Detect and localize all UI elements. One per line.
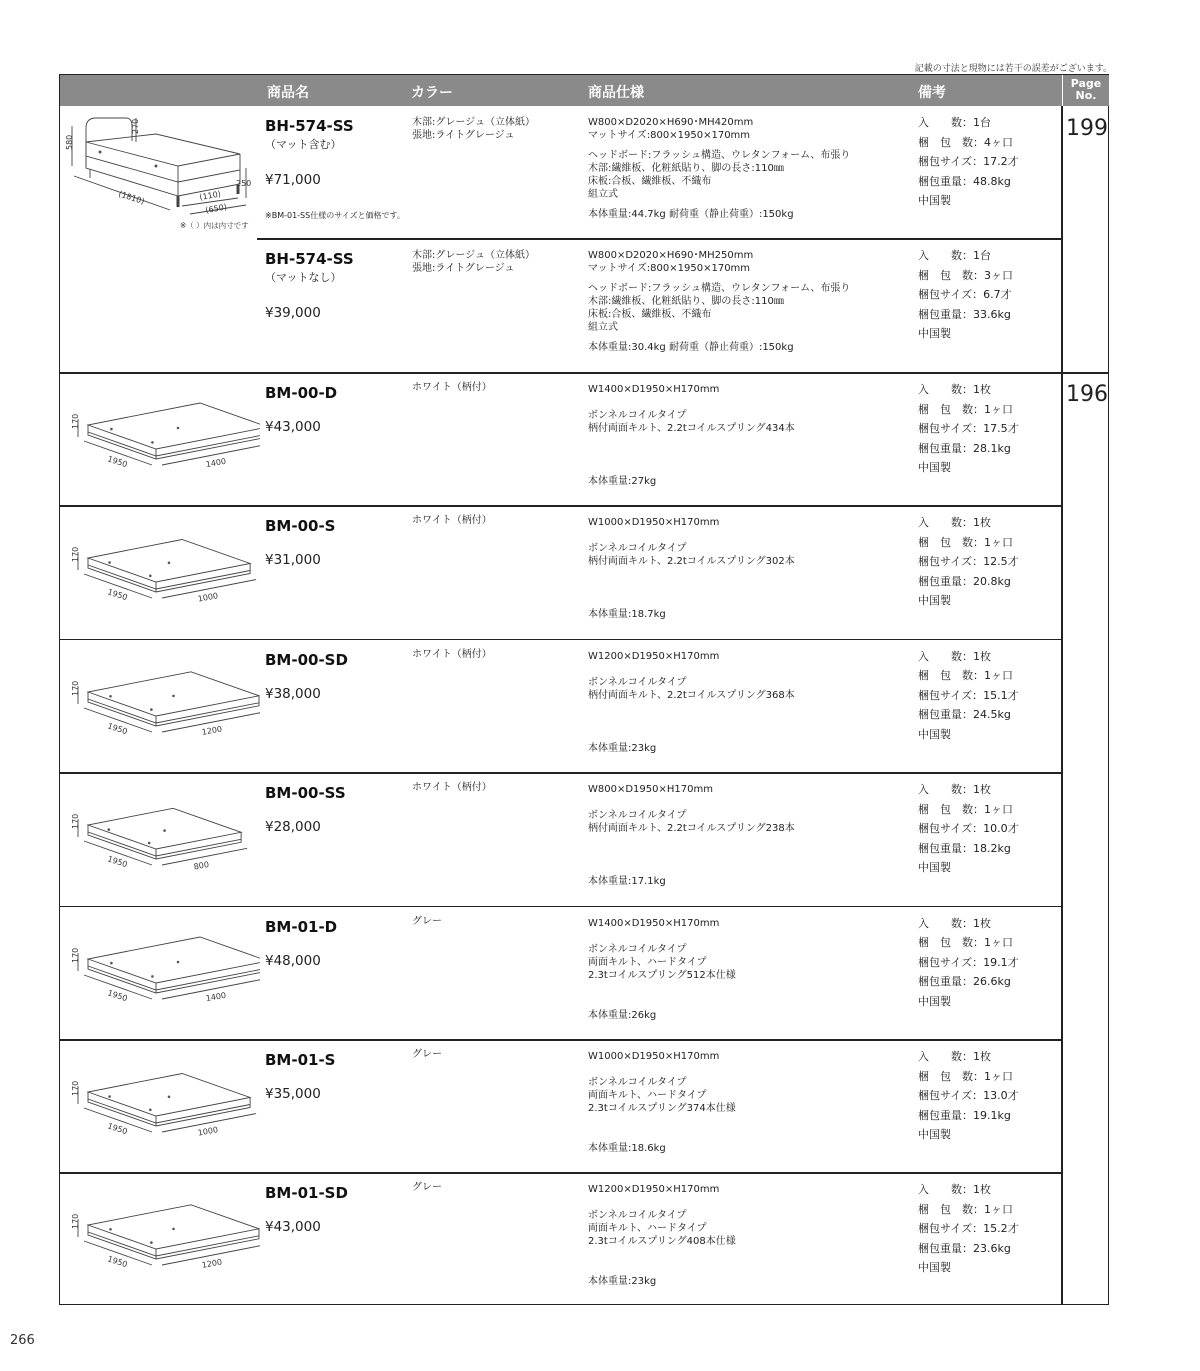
note-line: 中国製: [918, 727, 951, 741]
header-color: カラー: [411, 85, 453, 101]
note-line: 梱 包 数：1ヶ口: [918, 1069, 1013, 1083]
dim-height: 170: [71, 547, 80, 563]
spec-weight: 本体重量:23kg: [588, 742, 657, 754]
dim-depth: 1950: [106, 854, 129, 870]
spec-line: W1400×D1950×H170mm: [588, 917, 720, 929]
note-line: 梱包サイズ：19.1才: [918, 955, 1019, 969]
page-number: 196: [1066, 382, 1108, 407]
quilt-dot: [172, 694, 175, 697]
spec-line: 柄付両面キルト、2.2tコイルスプリング238本: [588, 823, 795, 835]
note-line: 梱 包 数：1ヶ口: [918, 535, 1013, 549]
product-name: BM-00-SD: [265, 650, 348, 669]
spec-line: W1200×D1950×H170mm: [588, 1184, 720, 1196]
page-number: 199: [1066, 116, 1108, 141]
product-name: BM-00-SS: [265, 784, 346, 803]
note-line: 入 数：1台: [918, 249, 991, 262]
product-price: ¥31,000: [265, 552, 321, 569]
spec-dimensions: [588, 1183, 719, 1196]
product-name: BM-01-D: [265, 917, 338, 936]
header-name: 商品名: [267, 85, 309, 101]
spec-line: ボンネルコイルタイプ: [588, 1077, 687, 1088]
product-notes: [918, 914, 1019, 1012]
spec-dimensions: [588, 783, 713, 796]
spec-dimensions: [588, 650, 719, 663]
product-name: BM-00-S: [265, 517, 336, 536]
spec-line: ヘッドボード:フラッシュ構造、ウレタンフォーム、布張り: [588, 150, 851, 161]
spec-line: 木部:繊維板、化粧紙貼り、脚の長さ:110㎜: [588, 296, 784, 307]
spec-dimensions: [588, 249, 753, 275]
dim-height: 170: [71, 1214, 80, 1230]
product-notes: [918, 113, 1019, 211]
spec-details: [588, 149, 850, 201]
quilt-dot: [109, 695, 112, 698]
mattress-figure: [60, 773, 260, 903]
header-spec: 商品仕様: [588, 85, 644, 101]
product-color: [412, 249, 535, 275]
note-line: 梱 包 数：1ヶ口: [918, 936, 1013, 950]
product-notes: [918, 1047, 1019, 1145]
spec-dimensions: [588, 116, 753, 142]
spec-details: [588, 542, 795, 568]
note-line: 梱包重量：33.6kg: [918, 307, 1011, 321]
quilt-dot: [163, 829, 166, 832]
product-price: ¥38,000: [265, 685, 321, 702]
note-line: 入 数：1枚: [918, 383, 991, 396]
quilt-dot: [109, 1228, 112, 1231]
spec-line: 木部:繊維板、化粧紙貼り、脚の長さ:110㎜: [588, 163, 784, 174]
product-color: [412, 1048, 442, 1061]
note-line: 梱包重量：19.1kg: [918, 1108, 1011, 1122]
dim-depth: 1950: [106, 1254, 129, 1270]
note-line: 梱包重量：23.6kg: [918, 1241, 1011, 1255]
product-color: [412, 514, 492, 527]
spec-line: 2.3tコイルスプリング408本仕様: [588, 1236, 736, 1248]
note-line: 梱包サイズ：15.2才: [918, 1222, 1019, 1236]
dim-depth: 1950: [106, 454, 129, 470]
table-row: [60, 640, 1062, 772]
product-name: BH-574-SS: [265, 117, 354, 135]
dim-depth: 1950: [106, 721, 129, 736]
quilt-dot: [177, 427, 180, 430]
dim-inner-width: (110): [198, 189, 222, 202]
table-row: [60, 239, 1062, 372]
dim-depth: 1950: [106, 587, 129, 603]
color-line: ホワイト（柄付）: [412, 648, 492, 660]
table-row: [60, 373, 1108, 505]
dim-length: (1810): [117, 189, 146, 207]
dim-height: 170: [71, 680, 80, 696]
table-header: [60, 75, 1062, 106]
spec-line: W1000×D1950×H170mm: [588, 1051, 720, 1062]
spec-line: 両面キルト、ハードタイプ: [588, 1090, 707, 1101]
color-line: 張地:ライトグレージュ: [412, 263, 515, 274]
product-notes: [918, 246, 1013, 344]
table-row: [60, 1173, 1062, 1305]
spec-line: マットサイズ:800×1950×170mm: [588, 130, 751, 141]
product-notes: [918, 513, 1019, 611]
note-line: 梱包重量：28.1kg: [918, 441, 1011, 455]
note-line: 入 数：1枚: [918, 1050, 991, 1063]
spec-line: 組立式: [588, 189, 618, 200]
dim-height: 170: [71, 813, 80, 830]
spec-details: [588, 943, 736, 982]
note-line: 入 数：1台: [918, 116, 991, 129]
color-line: 張地:ライトグレージュ: [412, 130, 515, 141]
product-subtitle: （マット含む）: [265, 138, 342, 151]
note-line: 梱包重量：26.6kg: [918, 975, 1011, 989]
spec-line: 床板:合板、繊維板、不織布: [588, 309, 712, 320]
dim-depth: 1950: [106, 987, 129, 1003]
spec-weight: 本体重量:30.4kg 耐荷重（静止荷重）:150kg: [588, 342, 794, 353]
note-line: 中国製: [918, 861, 951, 875]
spec-weight: 本体重量:18.6kg: [588, 1143, 666, 1154]
product-notes: [918, 380, 1019, 478]
figure-note: ※（ ）内は内寸です: [180, 221, 249, 230]
note-line: 中国製: [918, 461, 951, 474]
spec-line: ボンネルコイルタイプ: [588, 810, 687, 822]
product-color: [412, 116, 535, 142]
quilt-dot: [150, 708, 153, 711]
note-line: 梱 包 数：1ヶ口: [918, 402, 1013, 416]
product-notes: [918, 647, 1019, 745]
quilt-dot: [151, 975, 154, 978]
note-line: 梱包重量：48.8kg: [918, 174, 1011, 188]
note-line: 中国製: [918, 327, 951, 340]
spec-line: ボンネルコイルタイプ: [588, 1210, 687, 1222]
spec-line: ボンネルコイルタイプ: [588, 676, 687, 688]
spec-line: 柄付両面キルト、2.2tコイルスプリング434本: [588, 423, 795, 434]
mattress-top: [88, 672, 259, 716]
note-line: 入 数：1枚: [918, 1183, 991, 1197]
note-line: 中国製: [918, 194, 951, 207]
spec-details: [588, 409, 795, 435]
note-line: 中国製: [918, 994, 951, 1008]
dim-width: 1000: [197, 591, 219, 605]
product-subtitle: （マットなし）: [265, 271, 342, 284]
note-line: 梱包サイズ：12.5才: [918, 555, 1019, 569]
quilt-dot: [168, 1096, 171, 1099]
quilt-dot: [177, 960, 180, 963]
table-row: [60, 1040, 1062, 1172]
note-line: 入 数：1枚: [918, 516, 991, 530]
quilt-dot: [149, 1109, 152, 1112]
product-notes: [918, 780, 1019, 878]
color-line: グレー: [412, 1049, 442, 1060]
product-price: ¥43,000: [265, 1219, 321, 1236]
note-line: 梱包重量：18.2kg: [918, 841, 1011, 855]
note-line: 中国製: [918, 1128, 951, 1141]
spec-line: ボンネルコイルタイプ: [588, 543, 687, 555]
product-color: [412, 915, 442, 928]
note-line: 梱包サイズ：15.1才: [918, 688, 1019, 702]
product-notes: [918, 1180, 1019, 1278]
dim-height: 170: [71, 947, 80, 963]
spec-details: [588, 809, 795, 835]
note-line: 中国製: [918, 594, 951, 608]
product-price: ¥43,000: [265, 419, 321, 435]
spec-line: 両面キルト、ハードタイプ: [588, 1223, 707, 1235]
color-line: グレー: [412, 915, 442, 927]
spec-line: 2.3tコイルスプリング374本仕様: [588, 1103, 736, 1114]
header-page-label: Page: [1070, 77, 1102, 90]
note-line: 入 数：1枚: [918, 916, 991, 930]
quilt-dot: [108, 1095, 111, 1098]
note-line: 梱 包 数：1ヶ口: [918, 669, 1013, 683]
note-line: 梱 包 数：3ヶ口: [918, 268, 1013, 282]
spec-dimensions: [588, 383, 719, 396]
dim-width: (650): [204, 202, 228, 215]
mattress-side: [88, 959, 260, 993]
spec-details: [588, 1209, 736, 1248]
dim-depth: 1950: [106, 1121, 129, 1137]
mattress-figure: [60, 373, 260, 503]
spec-details: [588, 282, 850, 334]
quilt-dot: [110, 428, 113, 431]
quilt-dot: [108, 562, 111, 565]
header-page-no: [1063, 75, 1109, 106]
spec-line: W800×D2020×H690･MH250mm: [588, 250, 754, 261]
spec-line: マットサイズ:800×1950×170mm: [588, 263, 751, 274]
spec-line: W800×D1950×H170mm: [588, 784, 713, 796]
spec-line: W1200×D1950×H170mm: [588, 650, 720, 662]
spec-line: 組立式: [588, 322, 618, 333]
note-line: 梱 包 数：4ヶ口: [918, 135, 1013, 149]
note-line: 梱包サイズ：6.7才: [918, 288, 1012, 301]
spec-line: 2.3tコイルスプリング512本仕様: [588, 969, 736, 981]
dim-width: 1000: [197, 1125, 219, 1138]
dim-width: 1400: [205, 456, 227, 470]
note-line: 梱 包 数：1ヶ口: [918, 1202, 1013, 1216]
product-price: ¥28,000: [265, 819, 321, 836]
product-name: BM-01-SD: [265, 1184, 348, 1203]
quilt-dot: [168, 562, 171, 565]
product-name: BH-574-SS: [265, 250, 354, 268]
dim-width: 1400: [205, 990, 227, 1003]
product-price: ¥39,000: [265, 305, 321, 321]
dim-width: 1200: [201, 724, 223, 737]
spec-line: 床板:合板、繊維板、不織布: [588, 176, 712, 187]
mattress-figure: [60, 640, 260, 770]
spec-dimensions: [588, 516, 719, 529]
spec-weight: 本体重量:27kg: [588, 476, 657, 487]
product-price: ¥71,000: [265, 172, 321, 188]
quilt-dot: [172, 1228, 175, 1231]
spec-weight: 本体重量:23kg: [588, 1276, 657, 1288]
mattress-side: [88, 425, 260, 459]
dim-leg-height: 250: [236, 179, 252, 188]
color-line: グレー: [412, 1182, 442, 1194]
spec-details: [588, 676, 795, 702]
spec-line: W1000×D1950×H170mm: [588, 517, 720, 529]
mattress-top: [88, 937, 260, 983]
spec-dimensions: [588, 917, 719, 930]
spec-weight: 本体重量:18.7kg: [588, 609, 666, 621]
spec-line: W800×D2020×H690･MH420mm: [588, 117, 754, 128]
spec-line: 柄付両面キルト、2.2tコイルスプリング368本: [588, 689, 795, 701]
spec-line: 両面キルト、ハードタイプ: [588, 956, 707, 968]
mattress-figure: [60, 1040, 260, 1170]
disclaimer-note: 記載の寸法と現物には若干の誤差がございます。: [914, 64, 1112, 74]
quilt-dot: [149, 575, 152, 578]
spec-line: ボンネルコイルタイプ: [588, 943, 687, 955]
color-line: ホワイト（柄付）: [412, 515, 492, 527]
product-color: [412, 381, 492, 394]
table-row: [60, 773, 1062, 905]
product-color: [412, 648, 492, 661]
mattress-top: [88, 403, 260, 449]
color-line: 木部:グレージュ（立体紙）: [412, 117, 535, 128]
table-row: [60, 106, 1108, 239]
mattress-top: [88, 1205, 259, 1249]
dim-height: 580: [65, 134, 74, 150]
note-line: 梱包サイズ：10.0才: [918, 822, 1019, 836]
dim-height: 170: [71, 1080, 80, 1096]
quilt-dot: [148, 842, 151, 845]
product-name: BM-01-S: [265, 1051, 336, 1069]
note-line: 入 数：1枚: [918, 783, 991, 797]
size-note: ※BM-01-SS仕様のサイズと価格です。: [265, 211, 405, 220]
note-line: 梱包サイズ：13.0才: [918, 1089, 1019, 1102]
footer-page-number: 266: [10, 1333, 35, 1348]
quilt-dot: [108, 828, 111, 831]
note-line: 梱包重量：20.8kg: [918, 574, 1011, 588]
spec-weight: 本体重量:44.7kg 耐荷重（静止荷重）:150kg: [588, 209, 794, 220]
product-name: BM-00-D: [265, 384, 338, 402]
note-line: 梱包サイズ：17.2才: [918, 155, 1019, 168]
quilt-dot: [150, 1242, 153, 1245]
dim-height: 170: [71, 413, 80, 429]
table-row: [60, 506, 1062, 638]
header-no-label: No.: [1075, 89, 1097, 102]
quilt-dot: [151, 441, 154, 444]
mattress-figure: [60, 506, 260, 636]
note-line: 梱 包 数：1ヶ口: [918, 802, 1013, 816]
note-line: 梱包サイズ：17.5才: [918, 422, 1019, 435]
dim-width: 800: [193, 860, 210, 872]
spec-line: W1400×D1950×H170mm: [588, 384, 720, 395]
header-notes: 備考: [918, 85, 946, 101]
product-color: [412, 1181, 442, 1194]
spec-line: ボンネルコイルタイプ: [588, 410, 687, 421]
note-line: 中国製: [918, 1261, 951, 1275]
product-price: ¥48,000: [265, 952, 321, 969]
color-line: ホワイト（柄付）: [412, 782, 492, 794]
spec-weight: 本体重量:26kg: [588, 1009, 657, 1021]
product-color: [412, 781, 492, 794]
dim-width: 1200: [201, 1257, 223, 1271]
spec-line: ヘッドボード:フラッシュ構造、ウレタンフォーム、布張り: [588, 283, 851, 294]
note-line: 梱包重量：24.5kg: [918, 708, 1011, 722]
spec-details: [588, 1076, 736, 1115]
color-line: 木部:グレージュ（立体紙）: [412, 250, 535, 261]
mattress-figure: [60, 1173, 260, 1303]
note-line: 入 数：1枚: [918, 649, 991, 663]
spec-dimensions: [588, 1050, 719, 1063]
mattress-figure: [60, 907, 260, 1037]
table-row: [60, 907, 1062, 1039]
spec-line: 柄付両面キルト、2.2tコイルスプリング302本: [588, 556, 795, 568]
color-line: ホワイト（柄付）: [412, 382, 492, 393]
quilt-dot: [110, 961, 113, 964]
dim-headboard: 270: [131, 118, 140, 134]
spec-weight: 本体重量:17.1kg: [588, 876, 666, 888]
product-price: ¥35,000: [265, 1086, 321, 1102]
